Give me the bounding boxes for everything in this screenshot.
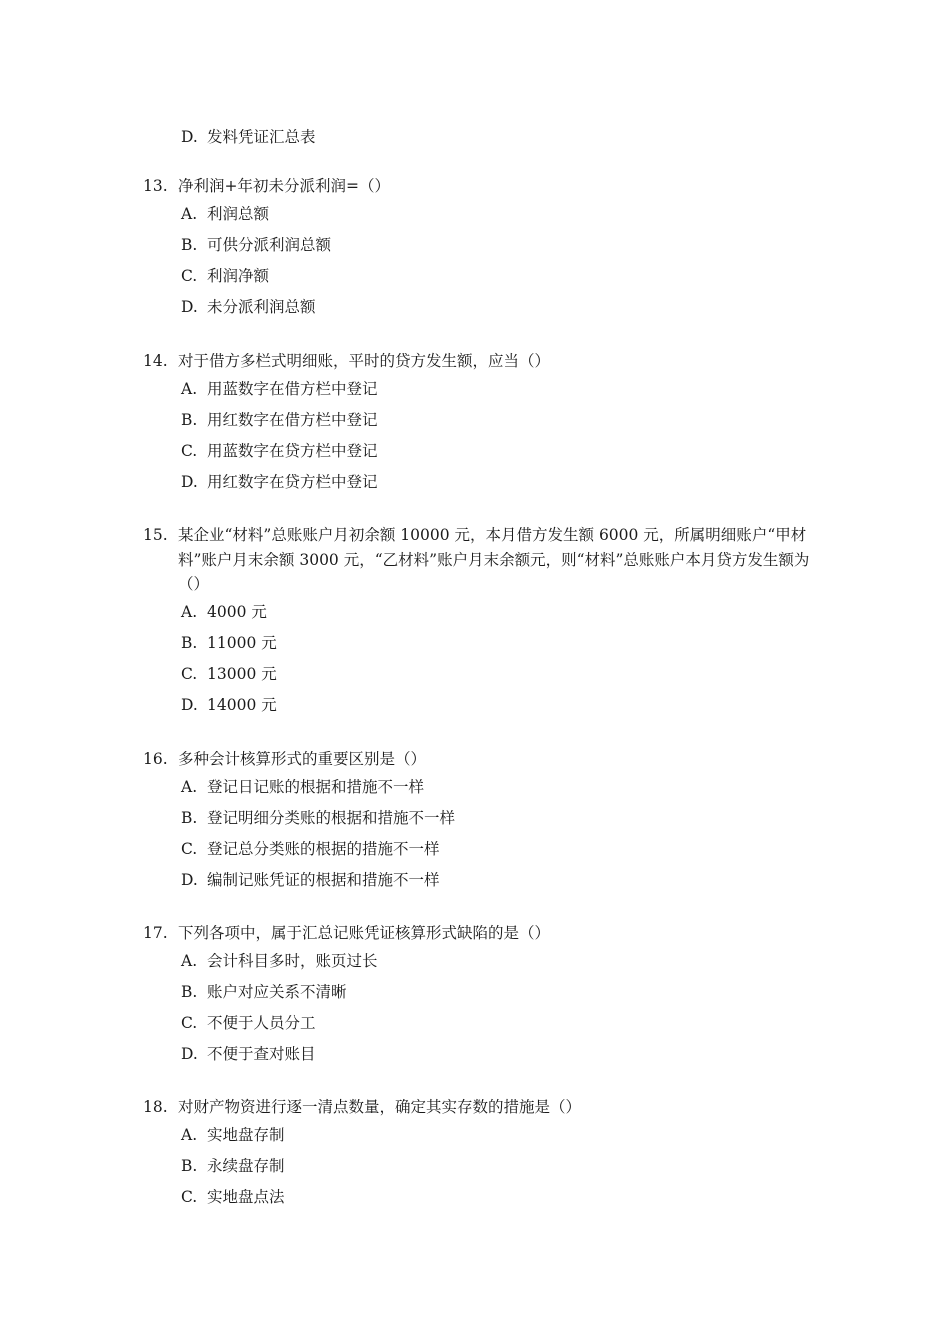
option-d [181, 467, 823, 498]
option-letter: C. [181, 664, 198, 683]
option-text: 用红数字在借方栏中登记 [207, 410, 378, 429]
option-text: 可供分派利润总额 [207, 235, 332, 254]
option-list [143, 199, 823, 323]
option-c [181, 436, 823, 467]
option-text: 不便于人员分工 [207, 1013, 316, 1032]
question-stem [143, 921, 823, 946]
option-b [181, 1151, 823, 1182]
option-letter: D. [181, 1044, 198, 1063]
question-16 [143, 747, 823, 896]
option-a [181, 1120, 823, 1151]
question-number: 17. [143, 924, 168, 942]
option-list [143, 597, 823, 721]
option-text: 编制记账凭证的根据和措施不一样 [207, 870, 440, 889]
question-stem [143, 747, 823, 772]
option-letter: A. [181, 379, 198, 398]
question-stem [143, 1095, 823, 1120]
option-b [181, 628, 823, 659]
option-letter: C. [181, 266, 198, 285]
option-a [181, 374, 823, 405]
question-number: 18. [143, 1098, 168, 1116]
question-14 [143, 349, 823, 498]
option-text: 利润净额 [207, 266, 270, 285]
option-text: 登记明细分类账的根据和措施不一样 [207, 808, 456, 827]
question-number: 16. [143, 750, 168, 768]
question-number: 14. [143, 352, 168, 370]
option-letter: A. [181, 1125, 198, 1144]
question-text: 下列各项中，属于汇总记账凭证核算形式缺陷的是（） [178, 924, 551, 942]
option-b [181, 405, 823, 436]
option-list [143, 772, 823, 896]
question-number: 13. [143, 177, 168, 195]
option-letter: D. [181, 695, 198, 714]
option-d [181, 690, 823, 721]
option-a [181, 597, 823, 628]
option-letter: B. [181, 235, 198, 254]
option-b [181, 977, 823, 1008]
option-letter: A. [181, 602, 198, 621]
option-letter: C. [181, 839, 198, 858]
question-text: 对于借方多栏式明细账，平时的贷方发生额，应当（） [178, 352, 551, 370]
option-letter: A. [181, 204, 198, 223]
option-text: 4000 元 [207, 602, 267, 621]
option-letter: A. [181, 951, 198, 970]
option-text: 会计科目多时，账页过长 [207, 951, 378, 970]
option-c [181, 659, 823, 690]
option-c [181, 261, 823, 292]
option-text: 登记总分类账的根据的措施不一样 [207, 839, 440, 858]
option-letter: C. [181, 1013, 198, 1032]
option-list [143, 374, 823, 498]
option-text: 用蓝数字在借方栏中登记 [207, 379, 378, 398]
option-c [181, 1008, 823, 1039]
option-a [181, 772, 823, 803]
option-letter: D. [181, 472, 198, 491]
option-letter: D. [181, 128, 198, 146]
option-list [143, 1120, 823, 1213]
question-text: 对财产物资进行逐一清点数量，确定其实存数的措施是（） [178, 1098, 582, 1116]
option-text: 发料凭证汇总表 [207, 128, 316, 146]
option-text: 用蓝数字在贷方栏中登记 [207, 441, 378, 460]
option-text: 14000 元 [207, 695, 277, 714]
option-text: 11000 元 [207, 633, 277, 652]
option-d [181, 292, 823, 323]
option-text: 实地盘存制 [207, 1125, 285, 1144]
question-18 [143, 1095, 823, 1213]
option-letter: C. [181, 1187, 198, 1206]
option-letter: C. [181, 441, 198, 460]
question-stem [143, 523, 823, 597]
question-text: 某企业“材料”总账账户月初余额 10000 元，本月借方发生额 6000 元，所属明细账户“甲材料”账户月末余额 3000 元，“乙材料”账户月末余额元，则“材料”总账账户本月贷方发生额为（） [178, 526, 810, 593]
question-17 [143, 921, 823, 1070]
question-text: 多种会计核算形式的重要区别是（） [178, 750, 427, 768]
option-text: 永续盘存制 [207, 1156, 285, 1175]
option-c [181, 834, 823, 865]
option-letter: D. [181, 870, 198, 889]
option-letter: D. [181, 297, 198, 316]
question-stem [143, 349, 823, 374]
option-text: 实地盘点法 [207, 1187, 285, 1206]
question-stem [143, 174, 823, 199]
option-letter: B. [181, 633, 198, 652]
option-12-d [181, 126, 316, 148]
option-letter: B. [181, 808, 198, 827]
question-15 [143, 523, 823, 721]
option-list [143, 946, 823, 1070]
option-d [181, 1039, 823, 1070]
option-a [181, 946, 823, 977]
option-d [181, 865, 823, 896]
option-c [181, 1182, 823, 1213]
option-text: 用红数字在贷方栏中登记 [207, 472, 378, 491]
option-text: 不便于查对账目 [207, 1044, 316, 1063]
option-letter: B. [181, 410, 198, 429]
option-b [181, 803, 823, 834]
option-text: 13000 元 [207, 664, 277, 683]
option-letter: B. [181, 1156, 198, 1175]
option-text: 未分派利润总额 [207, 297, 316, 316]
question-number: 15. [143, 526, 168, 544]
option-letter: A. [181, 777, 198, 796]
option-text: 登记日记账的根据和措施不一样 [207, 777, 425, 796]
option-a [181, 199, 823, 230]
option-letter: B. [181, 982, 198, 1001]
question-13 [143, 174, 823, 323]
option-text: 账户对应关系不清晰 [207, 982, 347, 1001]
option-b [181, 230, 823, 261]
option-text: 利润总额 [207, 204, 270, 223]
question-text: 净利润+年初未分派利润=（） [178, 177, 390, 195]
